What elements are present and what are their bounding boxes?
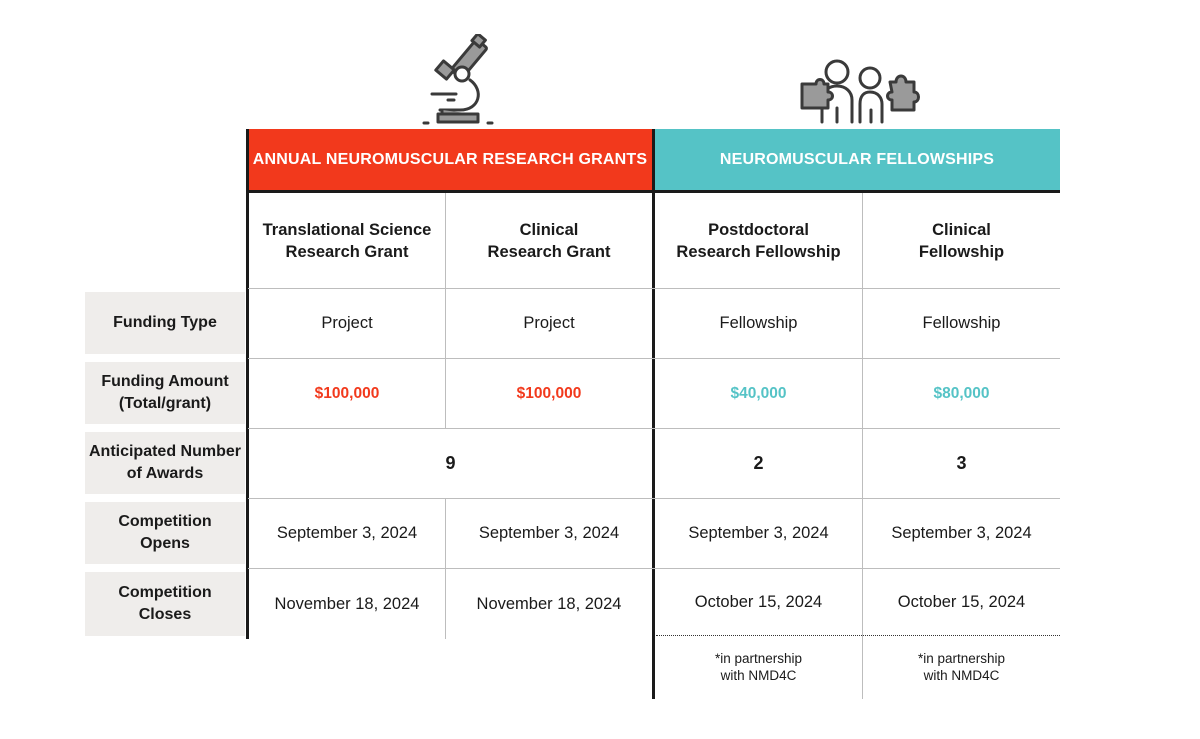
- row-label-closes: Competition Closes: [85, 572, 245, 636]
- funding-amount-cell: $40,000: [730, 384, 787, 402]
- row-label-funding-type: Funding Type: [85, 292, 245, 354]
- closes-date-cell: October 15, 2024: [897, 592, 1026, 611]
- funding-type-cell: Project: [523, 314, 575, 332]
- opens-date-cell: September 3, 2024: [478, 524, 620, 542]
- funding-amount-cell: $80,000: [933, 384, 990, 402]
- column-header-translational: Translational Science Research Grant: [262, 220, 432, 261]
- microscope-icon: [418, 34, 500, 126]
- column-header-clinical-grant: Clinical Research Grant: [487, 220, 611, 261]
- opens-date-cell: September 3, 2024: [688, 524, 829, 542]
- fellowships-group-header: NEUROMUSCULAR FELLOWSHIPS: [654, 129, 1060, 191]
- partnership-note: *in partnership with NMD4C: [917, 651, 1006, 683]
- closes-date-cell: November 18, 2024: [476, 594, 622, 613]
- closes-date-cell: November 18, 2024: [274, 594, 420, 613]
- funding-type-cell: Project: [321, 314, 373, 332]
- awards-postdoc-cell: 2: [753, 453, 764, 473]
- column-header-clinical-fellowship: Clinical Fellowship: [918, 220, 1005, 261]
- grants-group-header: ANNUAL NEUROMUSCULAR RESEARCH GRANTS: [248, 129, 652, 191]
- partnership-note: *in partnership with NMD4C: [714, 651, 803, 683]
- opens-date-cell: September 3, 2024: [891, 524, 1032, 542]
- row-label-opens: Competition Opens: [85, 502, 245, 564]
- row-label-awards: Anticipated Number of Awards: [85, 432, 245, 494]
- closes-date-cell: October 15, 2024: [694, 592, 823, 611]
- dotted-separator: [656, 635, 1060, 636]
- funding-type-cell: Fellowship: [719, 314, 798, 332]
- people-puzzle-icon: [796, 56, 922, 126]
- funding-type-cell: Fellowship: [922, 314, 1001, 332]
- row-label-funding-amount: Funding Amount (Total/grant): [85, 362, 245, 424]
- funding-amount-cell: $100,000: [516, 384, 582, 402]
- funding-amount-cell: $100,000: [314, 384, 380, 402]
- awards-grants-combined-cell: 9: [445, 453, 456, 473]
- opens-date-cell: September 3, 2024: [276, 524, 418, 542]
- column-header-postdoc: Postdoctoral Research Fellowship: [676, 220, 841, 261]
- awards-clinical-fellowship-cell: 3: [956, 453, 967, 473]
